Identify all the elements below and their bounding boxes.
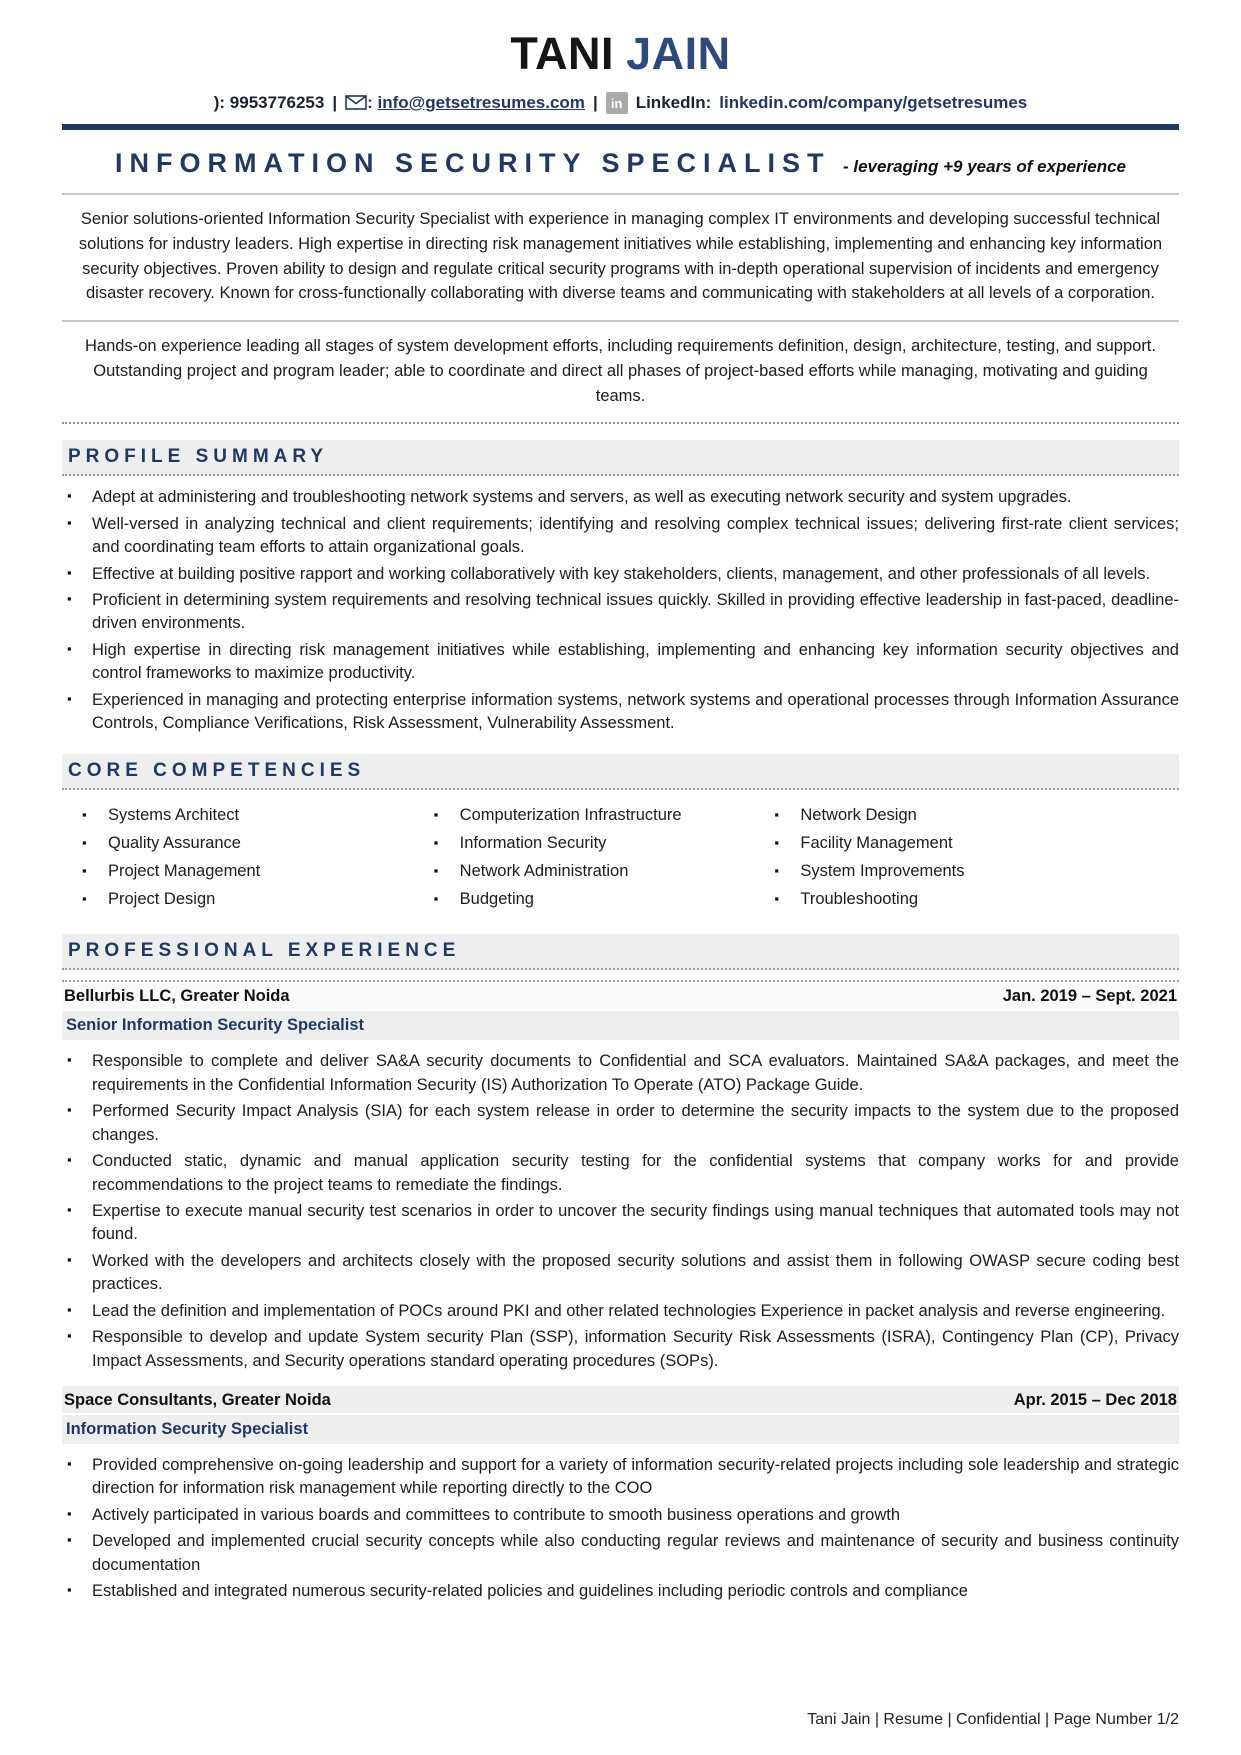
list-item: ▪ Lead the definition and implementation of POCs around PKI and other related technologies Experience in packet analysis and reverse engineering. — [62, 1300, 1179, 1323]
contact-line — [62, 92, 1179, 114]
competency-item: ▪ Computerization Infrastructure — [432, 806, 773, 825]
section-heading-professional-experience: PROFESSIONAL EXPERIENCE — [62, 934, 1179, 970]
role-subtitle: - leveraging +9 years of experience — [842, 157, 1126, 176]
list-item: ▪ Established and integrated numerous security-related policies and guidelines including periodic controls and compliance — [62, 1580, 1179, 1603]
job-dates: Jan. 2019 – Sept. 2021 — [1002, 987, 1177, 1006]
list-item: ▪ Adept at administering and troubleshooting network systems and servers, as well as executing network security and system upgrades. — [62, 486, 1179, 509]
header-divider — [62, 124, 1179, 130]
phone-icon: ) — [213, 93, 220, 112]
linkedin-link[interactable]: linkedin.com/company/getsetresumes — [719, 93, 1028, 112]
list-item: ▪ Effective at building positive rapport and working collaboratively with key stakeholders, clients, management, and other professionals of all levels. — [62, 563, 1179, 586]
competency-item: ▪ Systems Architect — [80, 806, 432, 825]
email-link[interactable]: info@getsetresumes.com — [377, 93, 585, 112]
job-entry-2 — [62, 1386, 1179, 1607]
summary-paragraph-1: Senior solutions-oriented Information Security Specialist with experience in managing complex IT environments and developing successful technical solutions for industry leaders. High expertise in directing risk management initiatives while establishing, implementing and enhancing key information security objectives. Proven ability to design and regulate critical security programs with in-depth operational supervision of incidents and emergency disaster recovery. Known for cross-functionally collaborating with diverse teams and communicating with stakeholders at all levels of a corporation. — [78, 210, 1163, 303]
list-item: ▪ Developed and implemented crucial security concepts while also conducting regular reviews and maintenance of security and business continuity documentation — [62, 1530, 1179, 1577]
job-dates: Apr. 2015 – Dec 2018 — [1013, 1390, 1177, 1409]
competency-item: ▪ Facility Management — [772, 834, 1179, 853]
list-item: ▪ Actively participated in various boards and committees to contribute to smooth business operations and growth — [62, 1504, 1179, 1527]
job-title: Information Security Specialist — [62, 1415, 1179, 1444]
competency-item: ▪ Troubleshooting — [772, 890, 1179, 909]
separator: | — [332, 93, 338, 112]
job-header — [62, 980, 1179, 1009]
email-item — [345, 93, 585, 113]
list-item: ▪ Performed Security Impact Analysis (SIA) for each system release in order to determine the security impacts to the system due to the proposed changes. — [62, 1100, 1179, 1147]
competency-item: ▪ Network Design — [772, 806, 1179, 825]
list-item: ▪ Expertise to execute manual security test scenarios in order to uncover the security findings using manual techniques that automated tools may not found. — [62, 1200, 1179, 1247]
competency-item: ▪ System Improvements — [772, 862, 1179, 881]
job-company: Space Consultants, Greater Noida — [64, 1390, 331, 1409]
phone-number: : 9953776253 — [219, 93, 325, 112]
competency-column-2 — [432, 806, 773, 918]
competency-column-1 — [80, 806, 432, 918]
section-heading-core-competencies: CORE COMPETENCIES — [62, 754, 1179, 790]
page-title — [62, 28, 1179, 80]
divider — [62, 193, 1179, 195]
profile-summary-list — [62, 486, 1179, 738]
phone-item — [214, 93, 325, 113]
role-title: INFORMATION SECURITY SPECIALIST — [115, 148, 831, 178]
core-competencies-grid — [62, 802, 1179, 918]
competency-item: ▪ Quality Assurance — [80, 834, 432, 853]
job-entry-1 — [62, 980, 1179, 1375]
competency-item: ▪ Project Management — [80, 862, 432, 881]
list-item: ▪ Well-versed in analyzing technical and client requirements; identifying and resolving complex technical issues; delivering first-rate client services; and coordinating team efforts to attain organizational goals. — [62, 513, 1179, 560]
competency-item: ▪ Budgeting — [432, 890, 773, 909]
job-company: Bellurbis LLC, Greater Noida — [64, 987, 290, 1006]
list-item: ▪ Responsible to develop and update System security Plan (SSP), information Security Risk Assessments (ISRA), Contingency Plan (CP), Privacy Impact Assessments, and Security operations standard operating procedures (SOPs). — [62, 1326, 1179, 1373]
section-heading-profile-summary: PROFILE SUMMARY — [62, 440, 1179, 476]
list-item: ▪ Experienced in managing and protecting enterprise information systems, network systems and operational processes through Information Assurance Controls, Compliance Verifications, Risk Assessment, Vulnerability Assessment. — [62, 689, 1179, 736]
linkedin-icon: in — [606, 92, 628, 114]
job-bullet-list — [62, 1454, 1179, 1604]
competency-column-3 — [772, 806, 1179, 918]
name-first: TANI — [510, 28, 615, 79]
email-icon — [345, 95, 367, 110]
list-item: ▪ Worked with the developers and architects closely with the proposed security solutions and assist them in following OWASP secure coding best practices. — [62, 1250, 1179, 1297]
list-item: ▪ Proficient in determining system requirements and resolving technical issues quickly. Skilled in providing effective leadership in fast-paced, deadline-driven environments. — [62, 589, 1179, 636]
page-footer: Tani Jain | Resume | Confidential | Page Number 1/2 — [807, 1711, 1179, 1728]
job-title: Senior Information Security Specialist — [62, 1011, 1179, 1040]
competency-item: ▪ Network Administration — [432, 862, 773, 881]
job-header — [62, 1386, 1179, 1413]
list-item: ▪ Responsible to complete and deliver SA&A security documents to Confidential and SCA evaluators. Maintained SA&A packages, and meet the requirements in the Confidential Information Security (IS) Authorization To Operate (ATO) Package Guide. — [62, 1050, 1179, 1097]
competency-item: ▪ Project Design — [80, 890, 432, 909]
competency-item: ▪ Information Security — [432, 834, 773, 853]
summary-paragraph-2: Hands-on experience leading all stages of system development efforts, including requirements definition, design, architecture, testing, and support. Outstanding project and program leader; able to coordinate and direct all phases of project-based efforts while managing, motivating and guiding teams. — [85, 337, 1156, 405]
dotted-divider — [62, 422, 1179, 424]
job-bullet-list — [62, 1050, 1179, 1372]
email-prefix: : — [367, 93, 373, 112]
list-item: ▪ High expertise in directing risk management initiatives while establishing, implementing and enhancing key information security objectives and control frameworks to maximize productivity. — [62, 639, 1179, 686]
list-item: ▪ Conducted static, dynamic and manual application security testing for the confidential systems that company works for and provide recommendations to the project teams to remediate the findings. — [62, 1150, 1179, 1197]
role-title-row — [62, 148, 1179, 179]
linkedin-label: LinkedIn: — [635, 93, 712, 112]
divider — [62, 320, 1179, 322]
list-item: ▪ Provided comprehensive on-going leadership and support for a variety of information security-related projects including sole leadership and strategic direction for information risk management while reporting directly to the COO — [62, 1454, 1179, 1501]
separator: | — [592, 93, 598, 112]
name-last: JAIN — [626, 28, 731, 79]
